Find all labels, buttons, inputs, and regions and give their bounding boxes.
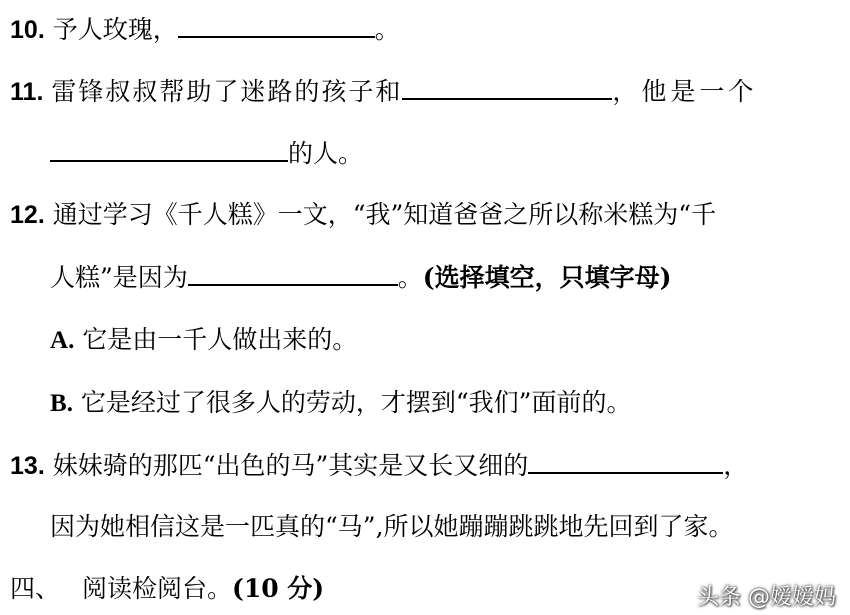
question-12: 12. 通过学习《千人糕》一文，“我”知道爸爸之所以称米糕为“千 bbox=[10, 200, 717, 229]
section-heading bbox=[10, 574, 324, 604]
question-number: 13 bbox=[10, 452, 38, 480]
answer-blank[interactable] bbox=[188, 262, 398, 286]
watermark: 头条 @嫒嫒妈 bbox=[697, 585, 836, 610]
answer-blank[interactable] bbox=[50, 138, 288, 162]
option-letter: A bbox=[50, 327, 69, 354]
question-text: 雷锋叔叔帮助了迷路的孩子和 bbox=[51, 77, 403, 106]
section-score: (10 分) bbox=[231, 574, 325, 603]
answer-blank[interactable] bbox=[178, 14, 375, 38]
instruction-note: (选择填空，只填字母) bbox=[422, 263, 672, 292]
question-11: 11. 雷锋叔叔帮助了迷路的孩子和 ，他是一个 bbox=[10, 77, 758, 106]
question-12-continued: 人糕”是因为 。(选择填空，只填字母) bbox=[50, 263, 672, 292]
question-number: 11 bbox=[10, 78, 37, 106]
section-title: 阅读检阅台。 bbox=[81, 574, 232, 603]
question-13: 13. 妹妹骑的那匹“出色的马”其实是又长又细的 ， bbox=[10, 451, 749, 480]
option-b: B. 它是经过了很多人的劳动，才摆到“我们”面前的。 bbox=[50, 388, 632, 417]
question-number: 10 bbox=[10, 16, 38, 44]
section-label: 四、 bbox=[10, 574, 61, 603]
question-10: 10. 予人玫瑰， 。 bbox=[10, 15, 400, 44]
answer-blank[interactable] bbox=[402, 76, 612, 100]
question-number: 12 bbox=[10, 201, 38, 229]
question-text: 妹妹骑的那匹“出色的马”其实是又长又细的 bbox=[52, 451, 529, 480]
option-text: 它是经过了很多人的劳动，才摆到“我们”面前的。 bbox=[80, 388, 632, 417]
question-13-continued: 因为她相信这是一匹真的“马”,所以她蹦蹦跳跳地先回到了家。 bbox=[50, 512, 734, 541]
answer-blank[interactable] bbox=[528, 450, 723, 474]
question-text: 予人玫瑰， bbox=[52, 15, 178, 44]
question-text: 通过学习《千人糕》一文，“我”知道爸爸之所以称米糕为“千 bbox=[52, 200, 717, 229]
question-11-continued: 的人。 bbox=[50, 138, 363, 169]
option-letter: B bbox=[50, 390, 67, 417]
option-a: A. 它是由一千人做出来的。 bbox=[50, 325, 358, 354]
option-text: 它是由一千人做出来的。 bbox=[82, 325, 358, 354]
